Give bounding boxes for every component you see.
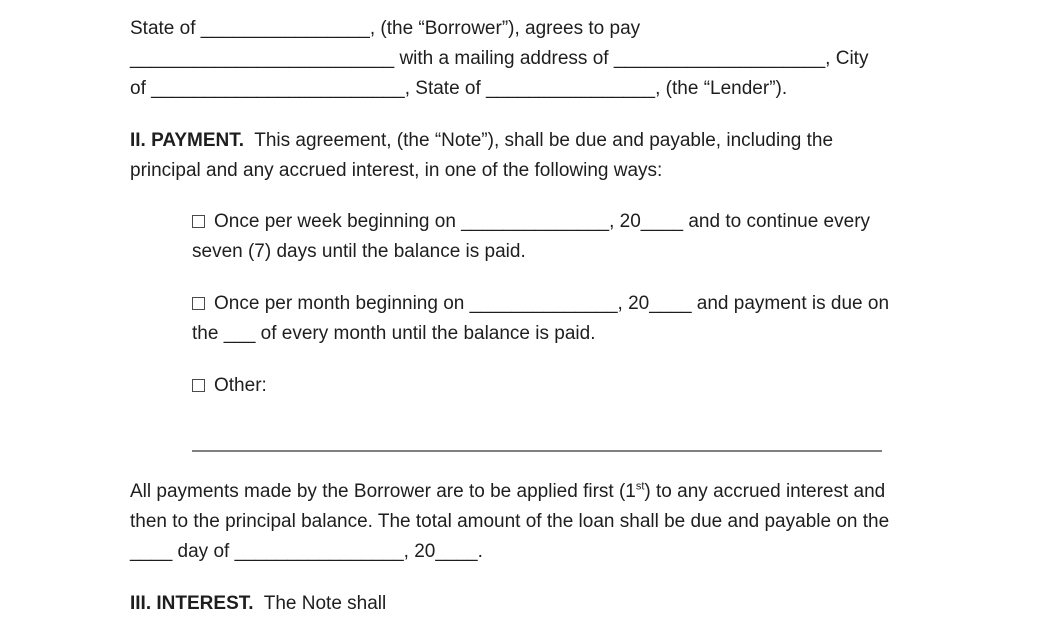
payment-line-2: principal and any accrued interest, in one of the following ways:: [130, 160, 663, 181]
payment-paragraph: [130, 126, 924, 186]
closing-line-1: [130, 477, 924, 507]
option-month-line-2: the ___ of every month until the balance is paid.: [192, 323, 596, 344]
intro-paragraph: [130, 14, 924, 104]
interest-text: The Note shall: [253, 593, 387, 614]
interest-section-heading: III. INTEREST.: [130, 593, 254, 614]
checkbox-other-icon[interactable]: [192, 379, 205, 392]
closing-line-1-pre: All payments made by the Borrower are to be applied first (1: [130, 481, 636, 502]
payment-options: [192, 207, 924, 401]
option-other-line: [192, 371, 924, 401]
option-other: [192, 371, 924, 401]
closing-paragraph: [130, 477, 924, 567]
option-week-text-1: Once per week beginning on ______________, 20____ and to continue every: [214, 211, 871, 232]
closing-line-2: then to the principal balance. The total amount of the loan shall be due and payable on the: [130, 511, 890, 532]
checkbox-once-per-week-icon[interactable]: [192, 215, 205, 228]
option-other-text: Other:: [214, 375, 267, 396]
closing-line-1-post: ) to any accrued interest and: [644, 481, 886, 502]
option-month-line-1: [192, 289, 924, 319]
checkbox-once-per-month-icon[interactable]: [192, 297, 205, 310]
option-once-per-week: [192, 207, 924, 267]
payment-line-1-text: This agreement, (the “Note”), shall be due and payable, including the: [244, 130, 834, 151]
intro-line-1: State of ________________, (the “Borrower”), agrees to pay: [130, 18, 641, 39]
option-once-per-month: [192, 289, 924, 349]
other-blank-line: [192, 450, 882, 452]
option-month-text-1: Once per month beginning on ______________, 20____ and payment is due on: [214, 293, 890, 314]
superscript-ordinal: st: [635, 480, 645, 493]
intro-line-2: _________________________ with a mailing address of ____________________, City: [130, 48, 869, 69]
option-week-line-2: seven (7) days until the balance is paid.: [192, 241, 526, 262]
intro-line-3: of ________________________, State of ________________, (the “Lender”).: [130, 78, 788, 99]
interest-paragraph: [130, 589, 924, 619]
closing-line-3: ____ day of ________________, 20____.: [130, 541, 483, 562]
payment-line-1: [130, 126, 924, 156]
payment-section-heading: II. PAYMENT.: [130, 130, 245, 151]
option-week-line-1: [192, 207, 924, 237]
